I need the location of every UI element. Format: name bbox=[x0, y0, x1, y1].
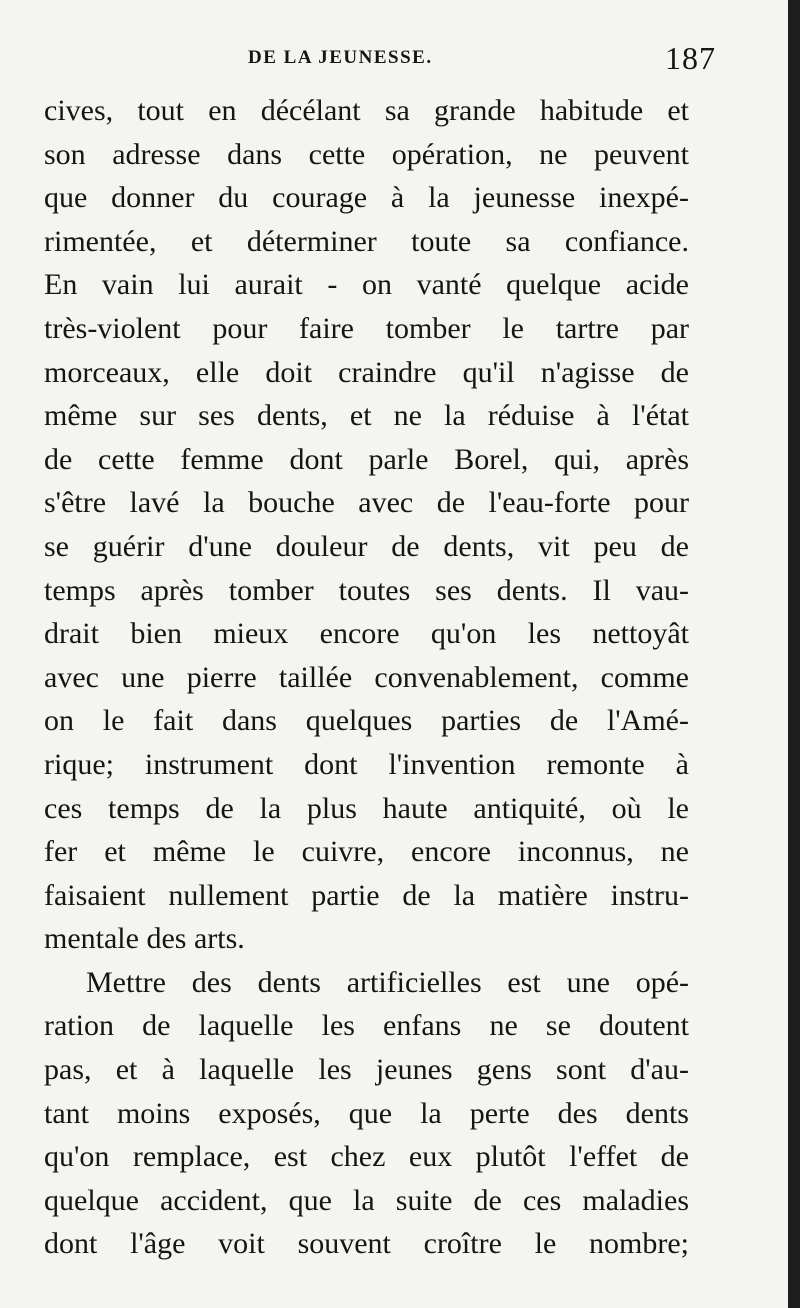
text-line: se guérir d'une douleur de dents, vit peu de bbox=[44, 529, 689, 563]
paragraph-last-line: mentale des arts. bbox=[44, 922, 245, 956]
text-line: temps après tomber toutes ses dents. Il vau- bbox=[44, 573, 689, 607]
body-text bbox=[44, 89, 689, 1266]
text-line: morceaux, elle doit craindre qu'il n'agisse de bbox=[44, 355, 689, 389]
text-line: s'être lavé la bouche avec de l'eau-forte pour bbox=[44, 486, 689, 520]
text-line: que donner du courage à la jeunesse inexpé- bbox=[44, 181, 689, 215]
text-line: très-violent pour faire tomber le tartre par bbox=[44, 311, 689, 345]
text-line: quelque accident, que la suite de ces maladies bbox=[44, 1183, 689, 1217]
text-line: dont l'âge voit souvent croître le nombre; bbox=[44, 1227, 689, 1261]
text-line: En vain lui aurait - on vanté quelque acide bbox=[44, 268, 689, 302]
text-line: pas, et à laquelle les jeunes gens sont d'au- bbox=[44, 1053, 689, 1087]
running-head: DE LA JEUNESSE. bbox=[248, 47, 433, 68]
text-line: tant moins exposés, que la perte des dents bbox=[44, 1096, 689, 1130]
paragraph-first-line: Mettre des dents artificielles est une opé- bbox=[86, 965, 689, 999]
text-line: ces temps de la plus haute antiquité, où le bbox=[44, 791, 689, 825]
text-line: rimentée, et déterminer toute sa confiance. bbox=[44, 224, 689, 258]
text-line: ration de laquelle les enfans ne se doutent bbox=[44, 1009, 689, 1043]
text-line: rique; instrument dont l'invention remonte à bbox=[44, 747, 689, 781]
text-line: on le fait dans quelques parties de l'Amé- bbox=[44, 704, 689, 738]
text-line: qu'on remplace, est chez eux plutôt l'effet de bbox=[44, 1140, 689, 1174]
text-line: faisaient nullement partie de la matière instru- bbox=[44, 878, 689, 912]
page-number: 187 bbox=[665, 40, 716, 76]
text-line: drait bien mieux encore qu'on les nettoyât bbox=[44, 617, 689, 651]
text-line: son adresse dans cette opération, ne peuvent bbox=[44, 137, 689, 171]
text-line: même sur ses dents, et ne la réduise à l'état bbox=[44, 399, 689, 433]
text-line: cives, tout en décélant sa grande habitude et bbox=[44, 94, 689, 127]
text-line: fer et même le cuivre, encore inconnus, ne bbox=[44, 835, 689, 869]
text-line: avec une pierre taillée convenablement, comme bbox=[44, 660, 689, 694]
page-header bbox=[44, 36, 744, 86]
text-line: de cette femme dont parle Borel, qui, après bbox=[44, 442, 689, 476]
